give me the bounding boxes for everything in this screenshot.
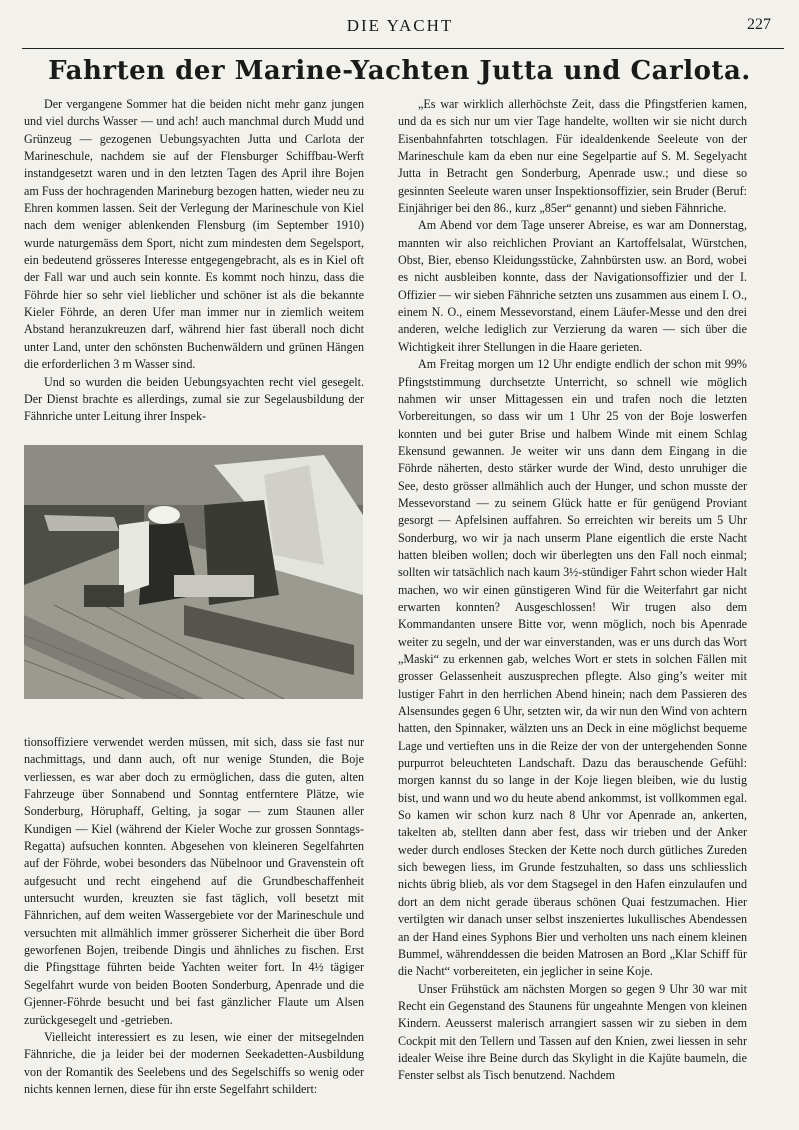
paragraph: Unser Frühstück am nächsten Morgen so gegen 9 Uhr 30 war mit Recht ein Gegenstand des Staunens für ungeahnte Mengen von kleinen Kindern. Aeusserst malerisch arrangiert sassen wir zu sieben in dem Cockpit mit den Tellern und Tassen auf den Knien, zwei liessen in sehr idealer Weise ihre Beine durch das Skylight in die Kajüte baumeln, die Fenster selbst als Tisch benutzend. Nachdem bbox=[398, 981, 747, 1083]
sailing-photo bbox=[24, 445, 363, 699]
paragraph: Am Abend vor dem Tage unserer Abreise, es war am Donnerstag, mannten wir also reichlichen Proviant an Kartoffelsalat, Würstchen, Obst, Bier, ebenso Kleidungsstücke, Zahnbürsten usw. an Bord, wobei es nicht ausbleiben konnte, dass der Navigationsoffizier und der I. Offizier — wir sieben Fähnriche setzten uns zusammen aus einem I. O., einem N. O., einem Messevorstand, einem Läufer-Messe und den drei anderen, welche lediglich zur Verzierung da waren — sich über die Wichtigkeit ihrer Stellungen in die Haare gerieten. bbox=[398, 218, 747, 354]
paragraph: „Es war wirklich allerhöchste Zeit, dass die Pfingstferien kamen, und da es sich nur um vier Tage handelte, wollten wir sie nicht durch Eisenbahnfahrten totschlagen. Für idealdenkende Seeleute von der Marineschule kam da eben nur eine Segelpartie auf S. M. Segelyacht Jutta in Betracht gen Sonderburg, Apenrade usw.; und diese so gesinnten Seeleute waren unser Inspektionsoffizier, sein Bruder (Beruf: Einjähriger bei den 86., kurz „85er“ genannt) und sieben Fähnriche. bbox=[398, 97, 747, 216]
header-rule bbox=[22, 48, 784, 49]
paragraph: tionsoffiziere verwendet werden müssen, mit sich, dass sie fast nur nachmittags, und dann auch, oft nur wenige Stunden, die Boje verliessen, es war aber doch zu ermöglichen, dass die guten, alten Fahrzeuge über Sonnabend und Sonntag entferntere Plätze, wie Sonderburg, Höruphaff, Gelting, ja sogar — zum Staunen aller Kundigen — Kiel (während der Kieler Woche zur grossen Sonntags-Regatta) aufsuchen konnten. Abgesehen von kleineren Segelfahrten auf der Föhrde, wobei besonders das Nübelnoor und Gravenstein oft aufgesucht und recht eingehend auf die Grundbeschaffenheit untersucht wurden, kreuzten sie fast täglich, voll besetzt mit Fähnrichen, auf dem weiten Wassergebiete vor der Marineschule und versuchten mit allmählich immer grösserer Sicherheit die über Bord geworfenen Bojen, treibende Dingis und ähnliches zu fischen. Erst die Pfingsttage führten beide Yachten weiter fort. In 4½ tägiger Segelfahrt wurde von beiden Booten Sonderburg, Apenrade und die Gjenner-Föhrde besucht und bei fast gänzlicher Flaute um Alsen zurückgesegelt und -getrieben. bbox=[24, 735, 364, 1027]
right-column bbox=[398, 96, 747, 1085]
page-number: 227 bbox=[747, 16, 771, 33]
paragraph: Der vergangene Sommer hat die beiden nicht mehr ganz jungen und viel durchs Wasser — und ach! auch manchmal durch Mudd und Grünzeug — gezogenen Uebungsyachten Jutta und Carlota der Marineschule, nachdem sie auf der Flensburger Schiffbau-Werft instandgesetzt waren und in den letzten Tagen des April ihre Bojen am Fuss der hochragenden Marineburg bezogen hatten, wieder neu zu Ehren kommen lassen. Seit der Verlegung der Marineschule von Kiel nach dem weniger ablenkenden Flensburg (im September 1910) wurde naturgemäss dem Sport, nicht zum mindesten dem Segelsport, ein bedeutend grösseres Interesse entgegengebracht, als es in Kiel oft der Fall war und auch sein konnte. Es kommt noch hinzu, dass die Föhrde hier so sehr viel lieblicher und schöner ist als die bekannte Kieler Föhrde, an deren Ufer man immer nur in ziemlich weitem Abstand heranzukreuzen darf, während hier fast überall noch dicht unter Land, unter den schönsten Buchenwäldern und grünen Hängen die erforderlichen 3 m Wasser sind. bbox=[24, 97, 364, 372]
left-column-top bbox=[24, 96, 364, 426]
left-column-bottom bbox=[24, 734, 364, 1098]
paragraph: Am Freitag morgen um 12 Uhr endigte endlich der schon mit 99% Pfingststimmung durchsetzte Unterricht, so schnell wie möglich nahmen wir unser Mittagessen ein und trafen noch die letzten Vorbereitungen, so dass wir um 1 Uhr 25 von der Boje loswerfen konnten und bei guter Brise und halbem Winde mit einem Schlag Ekensund gewannen. Je weiter wir uns dann dem Eingang in die Föhrde näherten, desto stärker wurde der Wind, desto unruhiger die See, desto grösser allmählich auch der Hunger, und schon musste der Messevorstand — zu seinem Glück hatte er für genügend Proviant gesorgt — Apfelsinen auffahren. So erreichten wir bereits um 5 Uhr Sonderburg, wo wir ja nach unserm Plane eigentlich die erste Nacht hatten bleiben wollen; doch wir überlegten uns den Fall noch einmal; sollten wir tatsächlich nach kaum 3½-stündiger Fahrt schon wieder Halt machen, wo wir einen günstigeren Wind für die Weiterfahrt gar nicht erwarten konnten? Ausgeschlossen! Wir trugen also dem Kommandanten unsere Bitte vor, wenn möglich, noch bis Apenrade weiter zu segeln, und der war einverstanden, was er uns durch das Wort „Maski“ zu erkennen gab, welches Wort er stets in solchen Fällen mit grosser Gelassenheit auszusprechen pflegte. Also ging’s weiter mit lustiger Fahrt in den herrlichen Abend hinein; nach dem Passieren des Alsensundes gegen 6 Uhr, setzten wir, da wir nun den Wind von achtern hatten, den Spinnaker, wälzten uns an Deck in eine möglichst bequeme Lage und vertieften uns in die Reize der von der untergehenden Sonne purpurrot beleuchteten Landschaft. Dazu das berauschende Gefühl: morgen kannst du so lange in der Koje liegen bleiben, wie du lustig bist, und wann und wo du heute abend ankommst, ist vollkommen egal. So kamen wir schon kurz nach 8 Uhr vor Apenrade an, ankerten, takelten ab, stellten dann aber fest, dass wir trieben und der Anker weder durch endloses Stecken der Kette noch durch gütliches Zureden sich bewegen liess, im Grunde festzuhalten, so dass uns schliesslich nichts übrig blieb, als vor dem Stagsegel in den Hafen einzulaufen und dort an dem nicht gerade überaus schönen Quai festzumachen. Hier vertilgten wir danach unser selbst inszeniertes lukullisches Abendessen an der Hand eines Syphons Bier und verholten uns nach einem kleinen Bummel, währenddessen die beiden Matrosen an Bord „Klar Schiff für die Nacht“ vorbereiteten, ein jeglicher in seine Koje. bbox=[398, 357, 747, 979]
paragraph: Vielleicht interessiert es zu lesen, wie einer der mitsegelnden Fähnriche, die ja leider bei der modernen Seekadetten-Ausbildung von der Romantik des Seelebens und des Segelschiffs so wenig oder nichts kennen lernen, diese für ihn erste Segelfahrt schildert: bbox=[24, 1029, 364, 1096]
running-title: DIE YACHT bbox=[346, 16, 454, 35]
paragraph: Und so wurden die beiden Uebungsyachten recht viel gesegelt. Der Dienst brachte es allerdings, zumal sie zur Segelausbildung der Fähnriche unter Leitung ihrer Inspek- bbox=[24, 374, 364, 424]
running-header bbox=[0, 12, 799, 40]
article-title: Fahrten der Marine-Yachten Jutta und Carlota. bbox=[48, 56, 751, 86]
